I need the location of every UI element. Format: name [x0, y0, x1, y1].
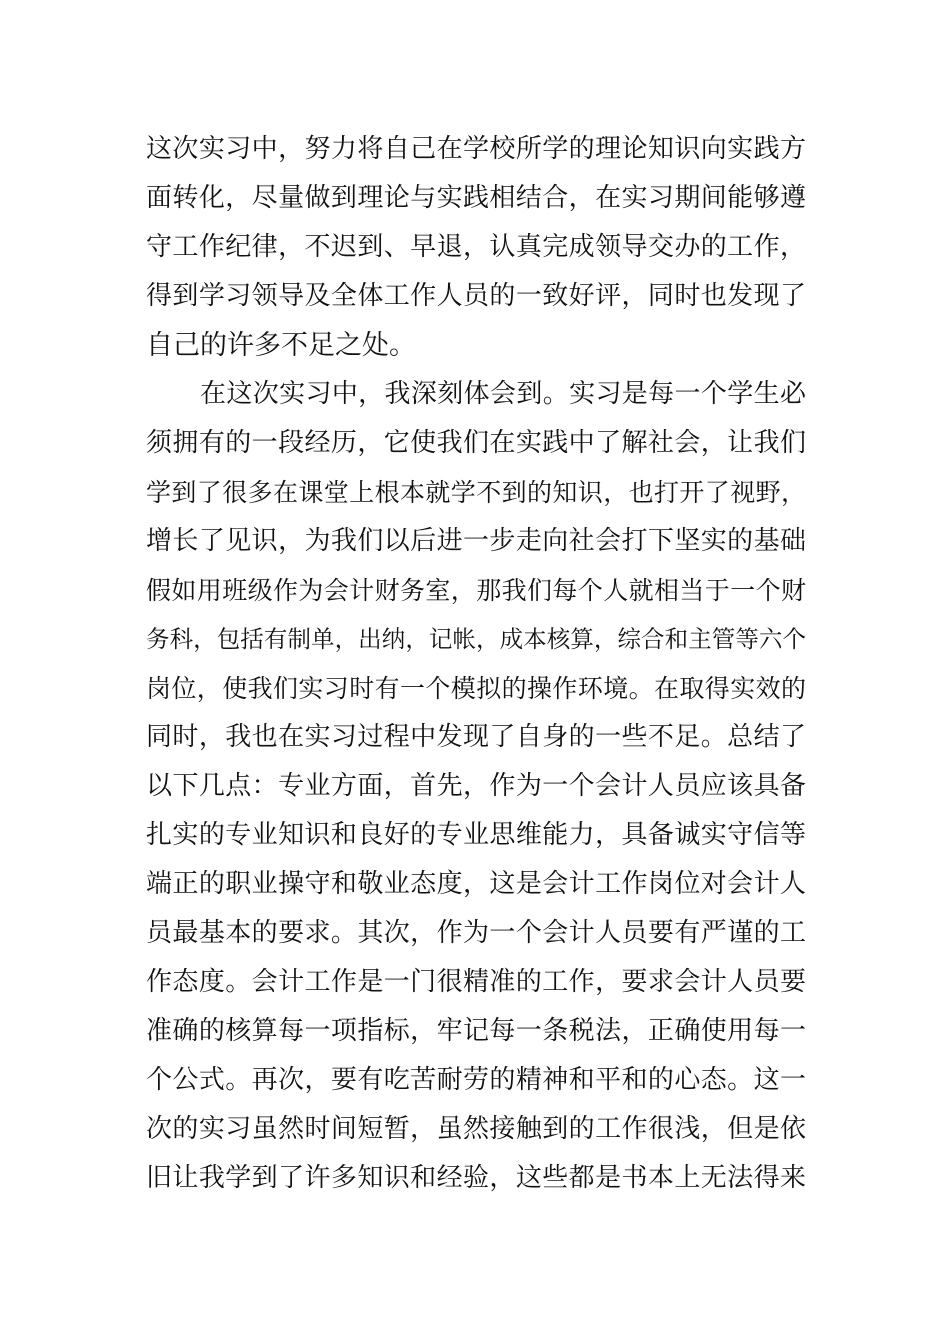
text-line: 假如用班级作为会计财务室，那我们每个人就相当于一个财	[146, 576, 806, 605]
text-line: 增长了见识，为我们以后进一步走向社会打下坚实的基础	[146, 526, 806, 556]
paragraph-2	[146, 370, 806, 1203]
text-line: 须拥有的一段经历，它使我们在实践中了解社会，让我们	[146, 428, 806, 458]
text-line: 扎实的专业知识和良好的专业思维能力，具备诚实守信等	[146, 820, 806, 850]
text-line: 在这次实习中，我深刻体会到。实习是每一个学生必	[200, 379, 806, 409]
text-line: 面转化，尽量做到理论与实践相结合，在实习期间能够遵	[146, 183, 806, 213]
text-line: 学到了很多在课堂上根本就学不到的知识，也打开了视野，	[146, 478, 806, 507]
paragraph-1	[146, 125, 806, 370]
text-line: 员最基本的要求。其次，作为一个会计人员要有严谨的工	[146, 918, 806, 948]
document-body	[146, 125, 806, 1203]
text-line: 作态度。会计工作是一门很精准的工作，要求会计人员要	[146, 967, 806, 997]
text-line: 守工作纪律，不迟到、早退，认真完成领导交办的工作，	[146, 232, 806, 262]
text-line: 以下几点：专业方面，首先，作为一个会计人员应该具备	[146, 771, 806, 801]
text-line: 准确的核算每一项指标，牢记每一条税法，正确使用每一	[146, 1016, 806, 1046]
text-line: 自己的许多不足之处。	[146, 330, 416, 361]
text-line: 同时，我也在实习过程中发现了自身的一些不足。总结了	[146, 722, 806, 752]
text-line: 岗位，使我们实习时有一个模拟的操作环境。在取得实效的	[146, 674, 806, 703]
text-line: 端正的职业操守和敬业态度，这是会计工作岗位对会计人	[146, 869, 806, 899]
text-line: 个公式。再次，要有吃苦耐劳的精神和平和的心态。这一	[146, 1065, 806, 1095]
text-line: 旧让我学到了许多知识和经验，这些都是书本上无法得来	[146, 1163, 806, 1193]
text-line: 这次实习中，努力将自己在学校所学的理论知识向实践方	[146, 134, 806, 164]
text-line: 次的实习虽然时间短暂，虽然接触到的工作很浅，但是依	[146, 1114, 806, 1144]
text-line: 得到学习领导及全体工作人员的一致好评，同时也发现了	[146, 281, 806, 311]
text-line: 务科，包括有制单，出纳，记帐，成本核算，综合和主管等六个	[146, 625, 806, 653]
